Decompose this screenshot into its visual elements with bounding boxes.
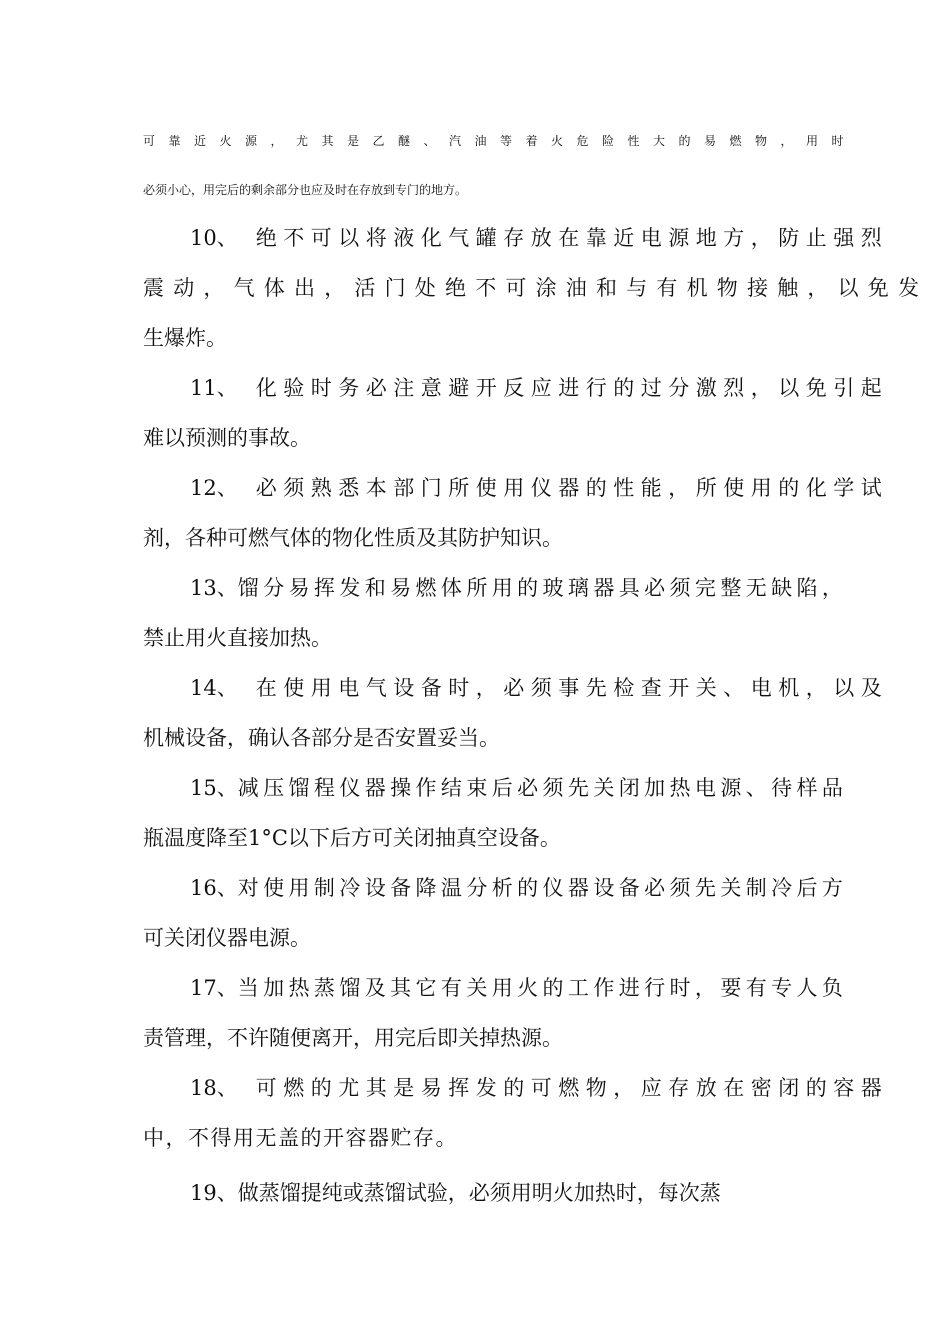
item-15-line-2 (143, 823, 819, 853)
item-16-line-2 (143, 923, 819, 953)
item-text: 机械设备，确认各部分是否安置妥当。 (143, 726, 500, 750)
item-text: 禁止用火直接加热。 (143, 626, 332, 650)
item-number: 18、 (190, 1076, 238, 1100)
item-number: 17、 (190, 976, 238, 1000)
item-13-line-2 (143, 623, 819, 653)
item-text: 中，不得用无盖的开容器贮存。 (143, 1126, 458, 1150)
item-text: 在使用电气设备时，必须事先检查开关、电机，以及 (255, 676, 889, 700)
item-19-line-1 (190, 1178, 819, 1208)
item-11-line-1 (190, 373, 889, 403)
item-11-line-2 (143, 423, 819, 453)
item-text: 化验时务必注意避开反应进行的过分激烈，以免引起 (255, 376, 889, 400)
item-text: 做蒸馏提纯或蒸馏试验，必须用明火加热时，每次蒸 (237, 1181, 721, 1205)
item-text: 难以预测的事故。 (143, 426, 311, 450)
item-text: 馏分易挥发和易燃体所用的玻璃器具必须完整无缺陷， (237, 576, 848, 600)
item-14-line-2 (143, 723, 819, 753)
item-text: 必须熟悉本部门所使用仪器的性能，所使用的化学试 (255, 476, 889, 500)
item-text: 生爆炸。 (143, 326, 227, 350)
fragment-text-1: 可靠近火源，尤其是乙醚、汽油等着火危险性大的易燃物，用时 (143, 134, 858, 148)
item-number: 19、 (190, 1181, 238, 1205)
item-text: 绝不可以将液化气罐存放在靠近电源地方，防止强烈 (255, 226, 889, 250)
item-number: 12、 (190, 476, 238, 500)
item-13-line-1 (190, 573, 848, 603)
item-text: 当加热蒸馏及其它有关用火的工作进行时，要有专人负 (237, 976, 848, 1000)
fragment-line-1 (143, 133, 858, 149)
item-16-line-1 (190, 873, 848, 903)
fragment-text-2: 必须小心，用完后的剩余部分也应及时在存放到专门的地方。 (143, 183, 468, 197)
item-15-line-1 (190, 773, 848, 803)
item-text: 瓶温度降至1°C以下后方可关闭抽真空设备。 (143, 826, 561, 850)
item-14-line-1 (190, 673, 889, 703)
item-number: 11、 (190, 376, 238, 400)
item-text: 减压馏程仪器操作结束后必须先关闭加热电源、待样品 (237, 776, 848, 800)
item-18-line-2 (143, 1123, 819, 1153)
item-10-line-3 (143, 323, 819, 353)
item-text: 可燃的尤其是易挥发的可燃物，应存放在密闭的容器 (255, 1076, 889, 1100)
item-text: 震动，气体出，活门处绝不可涂油和与有机物接触，以免发 (143, 276, 929, 300)
item-text: 责管理，不许随便离开，用完后即关掉热源。 (143, 1026, 563, 1050)
item-10-line-2 (143, 273, 929, 303)
item-number: 13、 (190, 576, 238, 600)
item-number: 10、 (190, 226, 238, 250)
item-text: 对使用制冷设备降温分析的仪器设备必须先关制冷后方 (237, 876, 848, 900)
item-number: 15、 (190, 776, 238, 800)
fragment-line-2 (143, 182, 819, 198)
item-10-line-1 (190, 223, 889, 253)
item-17-line-2 (143, 1023, 819, 1053)
item-number: 16、 (190, 876, 238, 900)
item-text: 可关闭仪器电源。 (143, 926, 311, 950)
item-18-line-1 (190, 1073, 889, 1103)
item-12-line-2 (143, 523, 819, 553)
item-number: 14、 (190, 676, 238, 700)
item-12-line-1 (190, 473, 889, 503)
item-text: 剂，各种可燃气体的物化性质及其防护知识。 (143, 526, 563, 550)
item-17-line-1 (190, 973, 848, 1003)
